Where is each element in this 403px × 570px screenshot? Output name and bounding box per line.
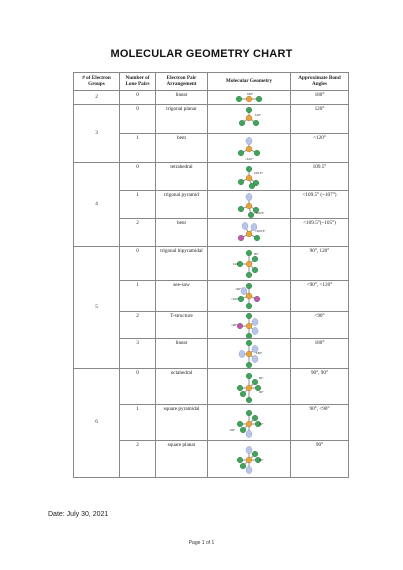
ligand-atom	[246, 397, 252, 403]
molecular-geometry-cell	[208, 191, 291, 219]
arrangement-cell: square planar	[156, 441, 208, 478]
page-title: MOLECULAR GEOMETRY CHART	[110, 48, 293, 60]
ligand-atom	[239, 120, 245, 126]
lone-pairs-cell: 1	[120, 405, 156, 441]
bent-molecule-icon	[209, 135, 289, 162]
bond-angle-cell: 180°	[291, 339, 349, 369]
ligand-atom	[238, 296, 244, 302]
table-row	[74, 247, 349, 281]
central-atom	[246, 385, 252, 391]
table-row	[74, 105, 349, 134]
lone-pairs-cell: 0	[120, 105, 156, 134]
lone-pairs-cell: 0	[120, 91, 156, 105]
arrangement-cell: T-structure	[156, 312, 208, 339]
ligand-atom	[252, 379, 258, 385]
ligand-atom	[240, 427, 246, 433]
angle-label: 180°	[247, 91, 254, 96]
angle-label: 120°	[233, 261, 240, 266]
central-atom	[246, 96, 252, 102]
bond-angle-cell: 90°, 90°	[291, 369, 349, 405]
ligand-atom	[254, 296, 260, 302]
ligand-atom	[246, 362, 252, 368]
header-molecular-geometry: Molecular Geometry	[208, 73, 291, 91]
molecular-geometry-cell	[208, 219, 291, 247]
molecular-geometry-cell	[208, 441, 291, 478]
central-atom	[246, 421, 252, 427]
angle-label: <90°	[231, 322, 238, 327]
tetrahedral-molecule-icon	[209, 164, 289, 190]
molecular-geometry-cell	[208, 105, 291, 134]
table-row	[74, 91, 349, 105]
central-atom	[246, 261, 252, 267]
table-header-row	[74, 73, 349, 91]
lone-pairs-cell: 0	[120, 247, 156, 281]
arrangement-cell: square pyramidal	[156, 405, 208, 441]
electron-groups-cell: 5	[74, 247, 120, 369]
lone-pair-lobe	[246, 466, 252, 473]
electron-groups-cell: 3	[74, 105, 120, 163]
central-atom	[246, 323, 252, 329]
bond-angle-cell: <109.5°(~105°)	[291, 219, 349, 247]
ligand-atom	[238, 150, 244, 156]
electron-groups-cell: 2	[74, 91, 120, 105]
octahedral-molecule-icon	[209, 370, 289, 404]
arrangement-cell: bent	[156, 219, 208, 247]
central-atom	[246, 175, 252, 181]
angle-label: <120°	[231, 296, 239, 301]
page-footer: Page 1 of 1	[188, 540, 215, 546]
ligand-atom	[252, 256, 258, 262]
arrangement-cell: bent	[156, 134, 208, 163]
ligand-atom	[246, 373, 252, 379]
ligand-atom	[246, 272, 252, 278]
angle-label: 180°	[256, 350, 263, 355]
lone-pairs-cell: 2	[120, 219, 156, 247]
bond-angle-cell: 120°	[291, 105, 349, 134]
lone-pair-lobe	[246, 446, 252, 453]
header-lone-pairs: Number of Lone Pairs	[120, 73, 156, 91]
molecular-geometry-cell	[208, 163, 291, 191]
lone-pair-lobe	[241, 287, 247, 294]
bond-angle-cell: 180°	[291, 91, 349, 105]
lone-pair-lobe	[246, 137, 252, 144]
angle-label: <109.5°	[255, 228, 266, 233]
molecular-geometry-cell	[208, 281, 291, 312]
ligand-atom	[246, 333, 252, 338]
lone-pairs-cell: 1	[120, 191, 156, 219]
arrangement-cell: tetrahedral	[156, 163, 208, 191]
bent-tetrahedral-molecule-icon	[209, 220, 289, 246]
linear-bipyramidal-molecule-icon	[209, 340, 289, 368]
angle-label: 90°	[259, 375, 264, 380]
ligand-atom	[253, 120, 259, 126]
ligand-atom	[237, 385, 243, 391]
table-body	[74, 91, 349, 478]
arrangement-cell: trigonal bipyramidal	[156, 247, 208, 281]
geometry-table	[73, 72, 349, 478]
lone-pair-lobe	[242, 222, 248, 229]
central-atom	[246, 115, 252, 121]
lone-pair-lobe	[246, 193, 252, 200]
lone-pairs-cell: 0	[120, 369, 156, 405]
angle-label: 90°	[259, 457, 264, 462]
angle-label: 90°	[254, 251, 259, 256]
molecular-geometry-cell	[208, 405, 291, 441]
ligand-atom	[237, 421, 243, 427]
angle-label: 90°	[259, 389, 264, 394]
header-electron-arrangement: Electron Pair Arrangement	[156, 73, 208, 91]
ligand-atom	[236, 96, 242, 102]
ligand-atom	[246, 107, 252, 113]
table-row	[74, 369, 349, 405]
ligand-atom	[246, 410, 252, 416]
central-atom	[246, 293, 252, 299]
square-pyramidal-molecule-icon	[209, 406, 289, 440]
ligand-atom	[246, 340, 252, 346]
ligand-atom	[252, 415, 258, 421]
ligand-atom	[246, 250, 252, 256]
ligand-atom	[238, 206, 244, 212]
arrangement-cell: trigonal planar	[156, 105, 208, 134]
angle-label: <90°	[229, 427, 236, 432]
bond-angle-cell: 90°, <90°	[291, 405, 349, 441]
central-atom	[246, 231, 252, 237]
bond-angle-cell: 90°	[291, 441, 349, 478]
ligand-atom	[246, 166, 252, 172]
bond-angle-cell: <90°	[291, 312, 349, 339]
linear-molecule-icon	[209, 92, 289, 104]
ligand-atom	[254, 235, 260, 241]
arrangement-cell: linear	[156, 339, 208, 369]
molecular-geometry-cell	[208, 369, 291, 405]
ligand-atom	[246, 283, 252, 289]
ligand-atom	[249, 183, 255, 189]
central-atom	[246, 351, 252, 357]
lone-pair-lobe	[246, 430, 252, 437]
angle-label: <109.5°	[254, 210, 265, 215]
angle-label: <120°	[245, 156, 253, 161]
central-atom	[246, 146, 252, 152]
ligand-atom	[238, 179, 244, 185]
molecular-geometry-cell	[208, 312, 291, 339]
bond-angle-cell: <120°	[291, 134, 349, 163]
angle-label: <90°	[235, 286, 242, 291]
ligand-atom	[246, 313, 252, 319]
angle-label: 109.5°	[254, 170, 263, 175]
molecular-geometry-cell	[208, 134, 291, 163]
molecular-geometry-cell	[208, 339, 291, 369]
lone-pair-lobe	[252, 355, 258, 362]
central-atom	[246, 457, 252, 463]
ligand-atom	[240, 463, 246, 469]
lone-pairs-cell: 1	[120, 134, 156, 163]
lone-pairs-cell: 1	[120, 281, 156, 312]
lone-pairs-cell: 2	[120, 312, 156, 339]
lone-pair-lobe	[252, 318, 258, 325]
trigonal-planar-molecule-icon	[209, 106, 289, 133]
lone-pairs-cell: 0	[120, 163, 156, 191]
ligand-atom	[240, 391, 246, 397]
square-planar-molecule-icon	[209, 442, 289, 477]
header-bond-angles: Approximate Bond Angles	[291, 73, 349, 91]
arrangement-cell: linear	[156, 91, 208, 105]
bond-angle-cell: <90°, <120°	[291, 281, 349, 312]
ligand-atom	[252, 451, 258, 457]
ligand-atom	[238, 235, 244, 241]
table-row	[74, 163, 349, 191]
t-shaped-molecule-icon	[209, 313, 289, 338]
angle-label: 120°	[255, 112, 262, 117]
electron-groups-cell: 4	[74, 163, 120, 247]
molecular-geometry-cell	[208, 91, 291, 105]
ligand-atom	[237, 457, 243, 463]
ligand-atom	[237, 323, 243, 329]
ligand-atom	[252, 267, 258, 273]
arrangement-cell: octahedral	[156, 369, 208, 405]
ligand-atom	[248, 212, 254, 218]
header-electron-groups: # of Electron Groups	[74, 73, 120, 91]
trigonal-pyramid-molecule-icon	[209, 192, 289, 218]
arrangement-cell: see-saw	[156, 281, 208, 312]
arrangement-cell: trigonal pyramid	[156, 191, 208, 219]
bond-angle-cell: 90°, 120°	[291, 247, 349, 281]
lone-pairs-cell: 3	[120, 339, 156, 369]
molecular-geometry-cell	[208, 247, 291, 281]
bond-angle-cell: 109.5°	[291, 163, 349, 191]
trigonal-bipyramidal-molecule-icon	[209, 248, 289, 280]
lone-pair-lobe	[252, 327, 258, 334]
lone-pairs-cell: 2	[120, 441, 156, 478]
document-date: Date: July 30, 2021	[48, 511, 109, 518]
angle-label: 90°	[259, 421, 264, 426]
ligand-atom	[254, 150, 260, 156]
central-atom	[246, 203, 252, 209]
lone-pair-lobe	[239, 350, 245, 357]
see-saw-molecule-icon	[209, 282, 289, 311]
ligand-atom	[246, 303, 252, 309]
bond-angle-cell: <109.5° (~107°)	[291, 191, 349, 219]
ligand-atom	[256, 96, 262, 102]
electron-groups-cell: 6	[74, 369, 120, 478]
